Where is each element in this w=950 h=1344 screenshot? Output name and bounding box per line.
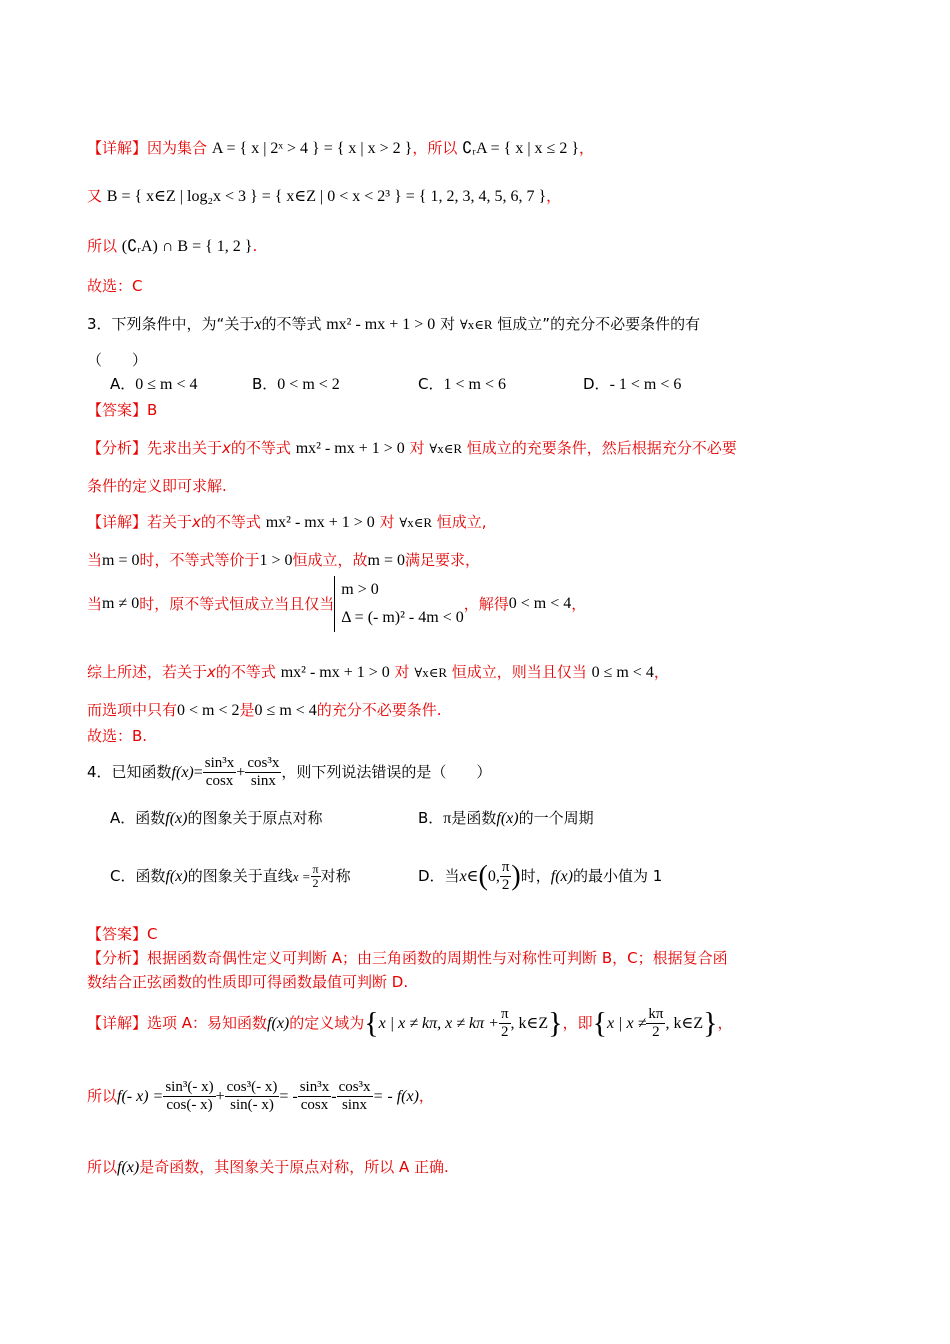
forall-formula: ∀x∈R	[414, 665, 447, 680]
analysis-label: 【分析】	[87, 439, 148, 457]
q4-detail-line3	[87, 1154, 449, 1181]
text: ，	[418, 1087, 434, 1105]
inequality-system	[334, 576, 463, 632]
text: ，所以	[412, 139, 458, 157]
numerator: sin³x	[299, 1079, 330, 1095]
answer-label: 【答案】	[87, 401, 148, 419]
denominator: 2	[501, 1024, 509, 1040]
solution-formula: 0 < m < 4	[508, 595, 572, 612]
q4-answer	[87, 924, 158, 944]
p2-detail-line3	[87, 236, 257, 257]
denominator: sin(- x)	[230, 1097, 274, 1113]
fx: f(x)	[550, 868, 573, 885]
forall-formula: ∀x∈R	[429, 441, 462, 456]
q4-analysis-line2: 数结合正弦函数的性质即可得函数最值可判断 D.	[87, 973, 409, 991]
equals: =	[193, 764, 203, 781]
option-label: D．	[583, 375, 610, 393]
set-a-formula: A = { x | 2ˣ > 4 } = { x | x > 2 }	[211, 140, 413, 157]
m-zero-formula: m = 0	[367, 552, 406, 569]
text: 当	[87, 595, 103, 613]
q3-detail-line5	[87, 700, 442, 721]
denominator: 2	[652, 1024, 660, 1040]
q4-stem	[87, 752, 491, 793]
text: 对	[394, 663, 410, 681]
inequality-formula: mx² - mx + 1 > 0	[295, 440, 405, 457]
x-in: x∈	[459, 868, 479, 885]
text: 时，原不等式恒成立当且仅当	[139, 595, 335, 613]
p2-detail-line1	[87, 138, 594, 159]
brace-close: }	[548, 1006, 563, 1040]
fx: f(x)	[496, 810, 519, 827]
one-gt-zero-formula: 1 > 0	[259, 552, 293, 569]
q3-option-c	[418, 374, 506, 395]
option-value: 0 < m < 2	[277, 376, 340, 393]
plus: +	[215, 1088, 225, 1105]
x-equals: x =	[292, 869, 311, 884]
text: 所以	[87, 1158, 118, 1176]
var-x: x	[222, 439, 231, 457]
text: 先求出关于	[147, 439, 223, 457]
f-neg-x: f(- x) =	[117, 1088, 164, 1105]
denominator: 2	[501, 877, 510, 893]
fx: f(x)	[165, 868, 188, 885]
text: 对	[440, 315, 456, 333]
text: 所以	[87, 237, 118, 255]
option-text: 对称	[320, 867, 351, 885]
system-row: m > 0	[341, 581, 379, 598]
q3-option-a	[110, 374, 198, 395]
domain-formula: x | x ≠	[607, 1015, 647, 1032]
paren-close: )	[511, 860, 521, 892]
text: 恒成立,	[436, 513, 487, 531]
text: 恒成立，故	[292, 551, 368, 569]
inequality-formula: mx² - mx + 1 > 0	[326, 316, 436, 333]
text: 的充分不必要条件.	[316, 701, 442, 719]
system-row: Δ = (- m)² - 4m < 0	[341, 609, 464, 626]
domain-formula: , k∈Z	[510, 1015, 549, 1032]
brace-open: {	[592, 1006, 607, 1040]
q4-detail-line2	[87, 1076, 434, 1117]
domain-formula: x | x ≠ kπ, x ≠ kπ +	[378, 1015, 499, 1032]
text: 的不等式	[215, 663, 276, 681]
q4-option-a	[110, 808, 322, 829]
text: 的定义域为	[289, 1014, 365, 1032]
paren-open: (	[478, 860, 488, 892]
text: 的不等式	[200, 513, 261, 531]
denominator: cos(- x)	[166, 1097, 213, 1113]
m-nonzero-formula: m ≠ 0	[102, 595, 140, 612]
text: ，	[653, 663, 669, 681]
kpi-over-2	[646, 1006, 665, 1041]
fx: f(x)	[165, 810, 188, 827]
q3-answer	[87, 400, 157, 420]
q3-analysis-line1	[87, 438, 737, 459]
pi-over-2	[499, 1006, 511, 1041]
q3-detail-line3	[87, 576, 586, 632]
fraction	[225, 1079, 280, 1114]
var-x: x	[254, 316, 262, 333]
numerator: cos³(- x)	[226, 1079, 278, 1095]
q4-detail-line1	[87, 1002, 733, 1045]
p2-answer: 故选：C	[87, 277, 143, 295]
q4-option-b	[418, 808, 594, 829]
option-value: 1 < m < 6	[443, 376, 506, 393]
fraction	[163, 1079, 215, 1114]
text: ，解得	[463, 595, 509, 613]
q3-detail-line2	[87, 550, 480, 571]
numerator: cos³x	[338, 1079, 371, 1095]
numerator: cos³x	[247, 755, 280, 771]
text: 而选项中只有	[87, 701, 178, 719]
var-x: x	[192, 513, 201, 531]
text: 又	[87, 187, 103, 205]
brace-open: {	[364, 1006, 379, 1040]
analysis-label: 【分析】	[87, 949, 148, 967]
text: 所以	[87, 1087, 118, 1105]
option-label: A．	[110, 375, 136, 393]
text: 对	[409, 439, 425, 457]
q4-option-d	[418, 856, 662, 897]
text: 当	[87, 551, 103, 569]
q3-stem	[87, 314, 700, 335]
text: 4．已知函数	[87, 763, 172, 781]
text: ，	[579, 139, 595, 157]
minus: -	[331, 1088, 337, 1105]
option-text: 时，	[520, 867, 551, 885]
text: 是奇函数，其图象关于原点对称，所以 A 正确.	[139, 1158, 449, 1176]
complement-a-formula: ∁ᵣA = { x | x ≤ 2 }	[462, 140, 580, 157]
text: 综上所述，若关于	[87, 663, 208, 681]
text: 满足要求，	[405, 551, 481, 569]
q3-analysis-line2: 条件的定义即可求解.	[87, 477, 227, 495]
text: 恒成立，则当且仅当	[451, 663, 587, 681]
text: 若关于	[147, 513, 193, 531]
domain-formula: , k∈Z	[665, 1015, 704, 1032]
detail-label: 【详解】	[87, 1014, 148, 1032]
text: .	[252, 237, 258, 255]
q3-final: 故选：B.	[87, 727, 148, 745]
fraction-cos-sin	[245, 755, 281, 790]
pi-over-2	[311, 863, 321, 890]
answer-label: 【答案】	[87, 925, 148, 943]
numerator: sin³(- x)	[165, 1079, 214, 1095]
option-text: 的一个周期	[518, 809, 594, 827]
option-text: 的图象关于原点对称	[187, 809, 323, 827]
denominator: 2	[312, 876, 319, 890]
condition-formula: 0 ≤ m < 4	[591, 664, 654, 681]
text: 选项 A：易知函数	[147, 1014, 268, 1032]
option-label: C．	[418, 375, 444, 393]
pi-over-2	[500, 859, 512, 894]
option-text: 的最小值为 1	[572, 867, 663, 885]
inequality-formula: mx² - mx + 1 > 0	[265, 514, 375, 531]
text: ，则下列说法错误的是（ ）	[281, 763, 492, 781]
q3-option-b	[252, 374, 340, 395]
text: 是	[239, 701, 255, 719]
brace-close: }	[703, 1006, 718, 1040]
numerator: π	[500, 1006, 509, 1022]
text: 3．下列条件中，为“关于	[87, 315, 255, 333]
text: ，	[546, 187, 562, 205]
fraction	[337, 1079, 373, 1114]
option-b-formula: 0 < m < 2	[177, 702, 240, 719]
var-x: x	[207, 663, 216, 681]
condition-formula: 0 ≤ m < 4	[254, 702, 317, 719]
option-label: C．函数	[110, 867, 166, 885]
numerator: sin³x	[204, 755, 235, 771]
zero: 0,	[487, 868, 500, 885]
option-text: 的图象关于直线	[187, 867, 293, 885]
answer-value: B	[147, 401, 158, 419]
equals-minus: = -	[279, 1088, 298, 1105]
fraction	[298, 1079, 332, 1114]
m-zero-formula: m = 0	[102, 552, 140, 569]
denominator: sinx	[250, 773, 276, 789]
text: ，	[717, 1014, 733, 1032]
set-b-formula: B = { x∈Z | log₂x < 3 } = { x∈Z | 0 < x < 2³ } = { 1, 2, 3, 4, 5, 6, 7 }	[106, 188, 547, 205]
text: 根据函数奇偶性定义可判断 A；由三角函数的周期性与对称性可判断 B，C；根据复合函	[147, 949, 728, 967]
answer-value: C	[147, 925, 158, 943]
q4-analysis-line1	[87, 948, 728, 968]
numerator: π	[501, 859, 510, 875]
fraction-sin-cos	[203, 755, 237, 790]
text: ，	[571, 595, 587, 613]
q3-detail-line1	[87, 512, 487, 533]
text: 恒成立”的充分不必要条件的有	[497, 315, 701, 333]
p2-detail-line2	[87, 186, 561, 207]
option-label: B．	[252, 375, 278, 393]
neg-fx: = - f(x)	[372, 1088, 419, 1105]
fx: f(x)	[171, 764, 194, 781]
denominator: sinx	[342, 1097, 368, 1113]
detail-label: 【详解】	[87, 513, 148, 531]
text: 的不等式	[230, 439, 291, 457]
text: 时，不等式等价于	[139, 551, 260, 569]
text: 对	[379, 513, 395, 531]
fx: f(x)	[267, 1015, 290, 1032]
q3-paren: （ ）	[87, 351, 148, 369]
q3-option-d	[583, 374, 681, 395]
option-label: A．函数	[110, 809, 166, 827]
option-value: 0 ≤ m < 4	[135, 376, 198, 393]
option-label: B．	[418, 809, 444, 827]
q4-option-c	[110, 856, 351, 897]
pi: π	[443, 810, 452, 827]
text: 恒成立的充要条件，然后根据充分不必要	[466, 439, 737, 457]
intersection-formula: (∁ᵣA) ∩ B = { 1, 2 }	[121, 238, 253, 255]
option-value: - 1 < m < 6	[609, 376, 682, 393]
numerator: π	[312, 862, 319, 876]
option-text: 是函数	[451, 809, 497, 827]
option-label: D．当	[418, 867, 460, 885]
text: 的不等式	[261, 315, 322, 333]
text: ，即	[562, 1014, 593, 1032]
inequality-formula: mx² - mx + 1 > 0	[280, 664, 390, 681]
text: 因为集合	[147, 139, 208, 157]
forall-formula: ∀x∈R	[399, 515, 432, 530]
q3-detail-line4	[87, 662, 669, 683]
fx: f(x)	[117, 1159, 140, 1176]
detail-label: 【详解】	[87, 139, 148, 157]
plus: +	[236, 764, 246, 781]
forall-formula: ∀x∈R	[459, 317, 493, 332]
numerator: kπ	[648, 1006, 664, 1022]
denominator: cosx	[300, 1097, 329, 1113]
denominator: cosx	[205, 773, 234, 789]
